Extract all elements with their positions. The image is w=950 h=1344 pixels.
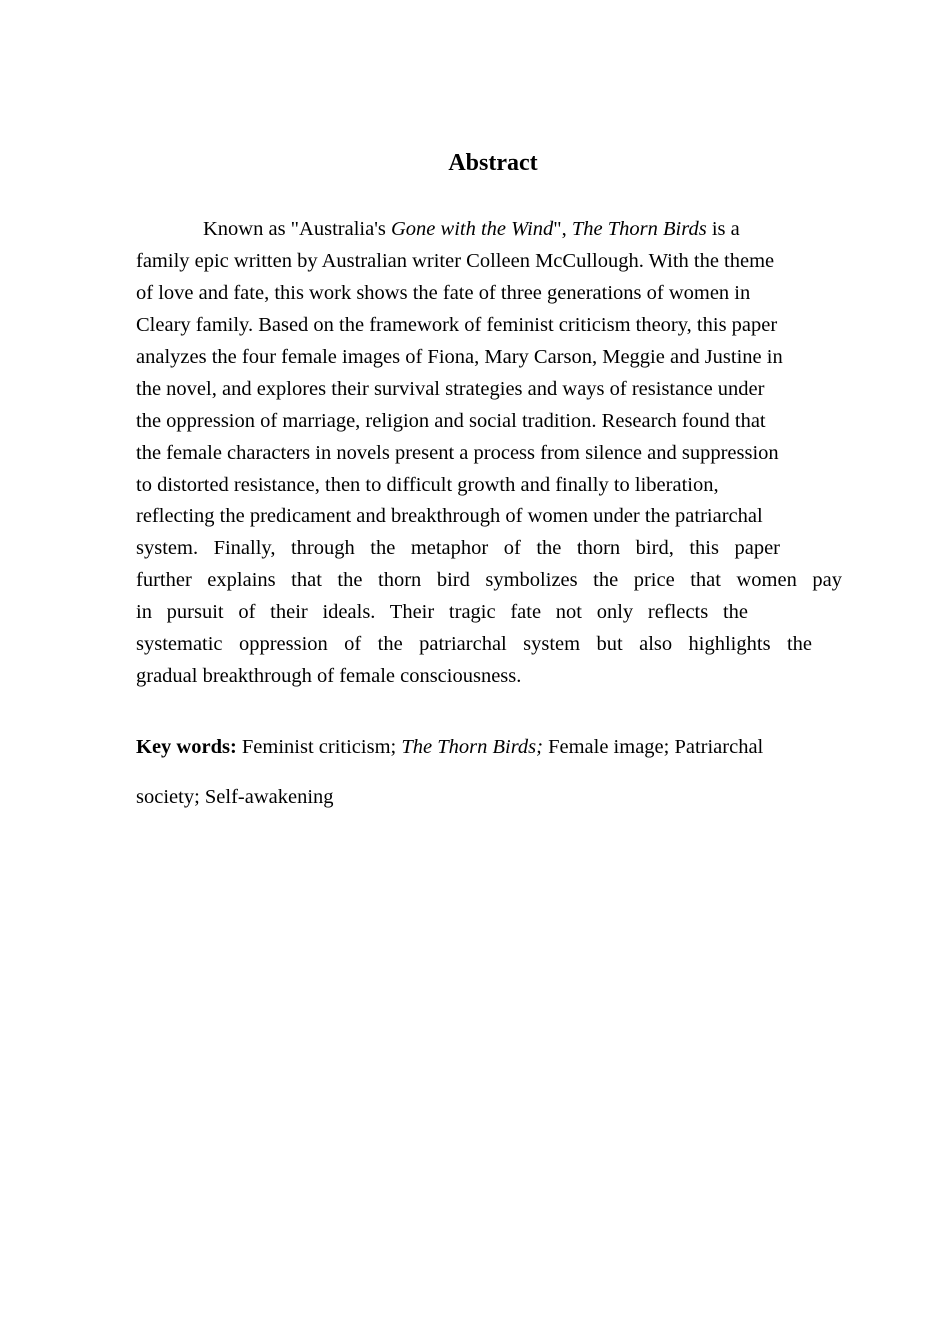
keywords-line-1 [136, 731, 763, 763]
keywords-text: Feminist criticism; [236, 736, 402, 758]
abstract-line-13: in pursuit of their ideals. Their tragic fate not only reflects the [136, 601, 748, 623]
abstract-line-7: the oppression of marriage, religion and social tradition. Research found that [136, 410, 766, 432]
abstract-line-8: the female characters in novels present a process from silence and suppression [136, 442, 779, 464]
abstract-line-14: systematic oppression of the patriarchal system but also highlights the [136, 633, 812, 655]
abstract-line-9: to distorted resistance, then to difficult growth and finally to liberation, [136, 474, 719, 496]
book-title-gone-with-the-wind: Gone with the Wind [391, 218, 554, 240]
abstract-line-3: of love and fate, this work shows the fate of three generations of women in [136, 282, 751, 304]
abstract-line-6: the novel, and explores their survival strategies and ways of resistance under [136, 378, 765, 400]
abstract-text: is a [706, 218, 740, 240]
keywords-text: Female image; Patriarchal [542, 736, 764, 758]
abstract-line-10: reflecting the predicament and breakthrough of women under the patriarchal [136, 505, 763, 527]
abstract-title: Abstract [448, 150, 538, 176]
keywords-line-2: society; Self-awakening [136, 786, 334, 808]
abstract-line-2: family epic written by Australian writer Colleen McCullough. With the theme [136, 250, 775, 272]
book-title-thorn-birds: The Thorn Birds [571, 218, 707, 240]
abstract-line-15: gradual breakthrough of female consciousness. [136, 665, 522, 687]
abstract-line-12: further explains that the thorn bird symbolizes the price that women pay [136, 569, 842, 591]
abstract-line-1 [136, 213, 740, 245]
abstract-line-11: system. Finally, through the metaphor of the thorn bird, this paper [136, 537, 780, 559]
abstract-line-5: analyzes the four female images of Fiona, Mary Carson, Meggie and Justine in [136, 346, 783, 368]
keywords-label: Key words: [136, 736, 237, 758]
abstract-text: Known as "Australia's [203, 218, 391, 240]
abstract-line-4: Cleary family. Based on the framework of feminist criticism theory, this paper [136, 314, 778, 336]
abstract-text: ", [553, 218, 572, 240]
keyword-book-title: The Thorn Birds; [401, 736, 543, 758]
